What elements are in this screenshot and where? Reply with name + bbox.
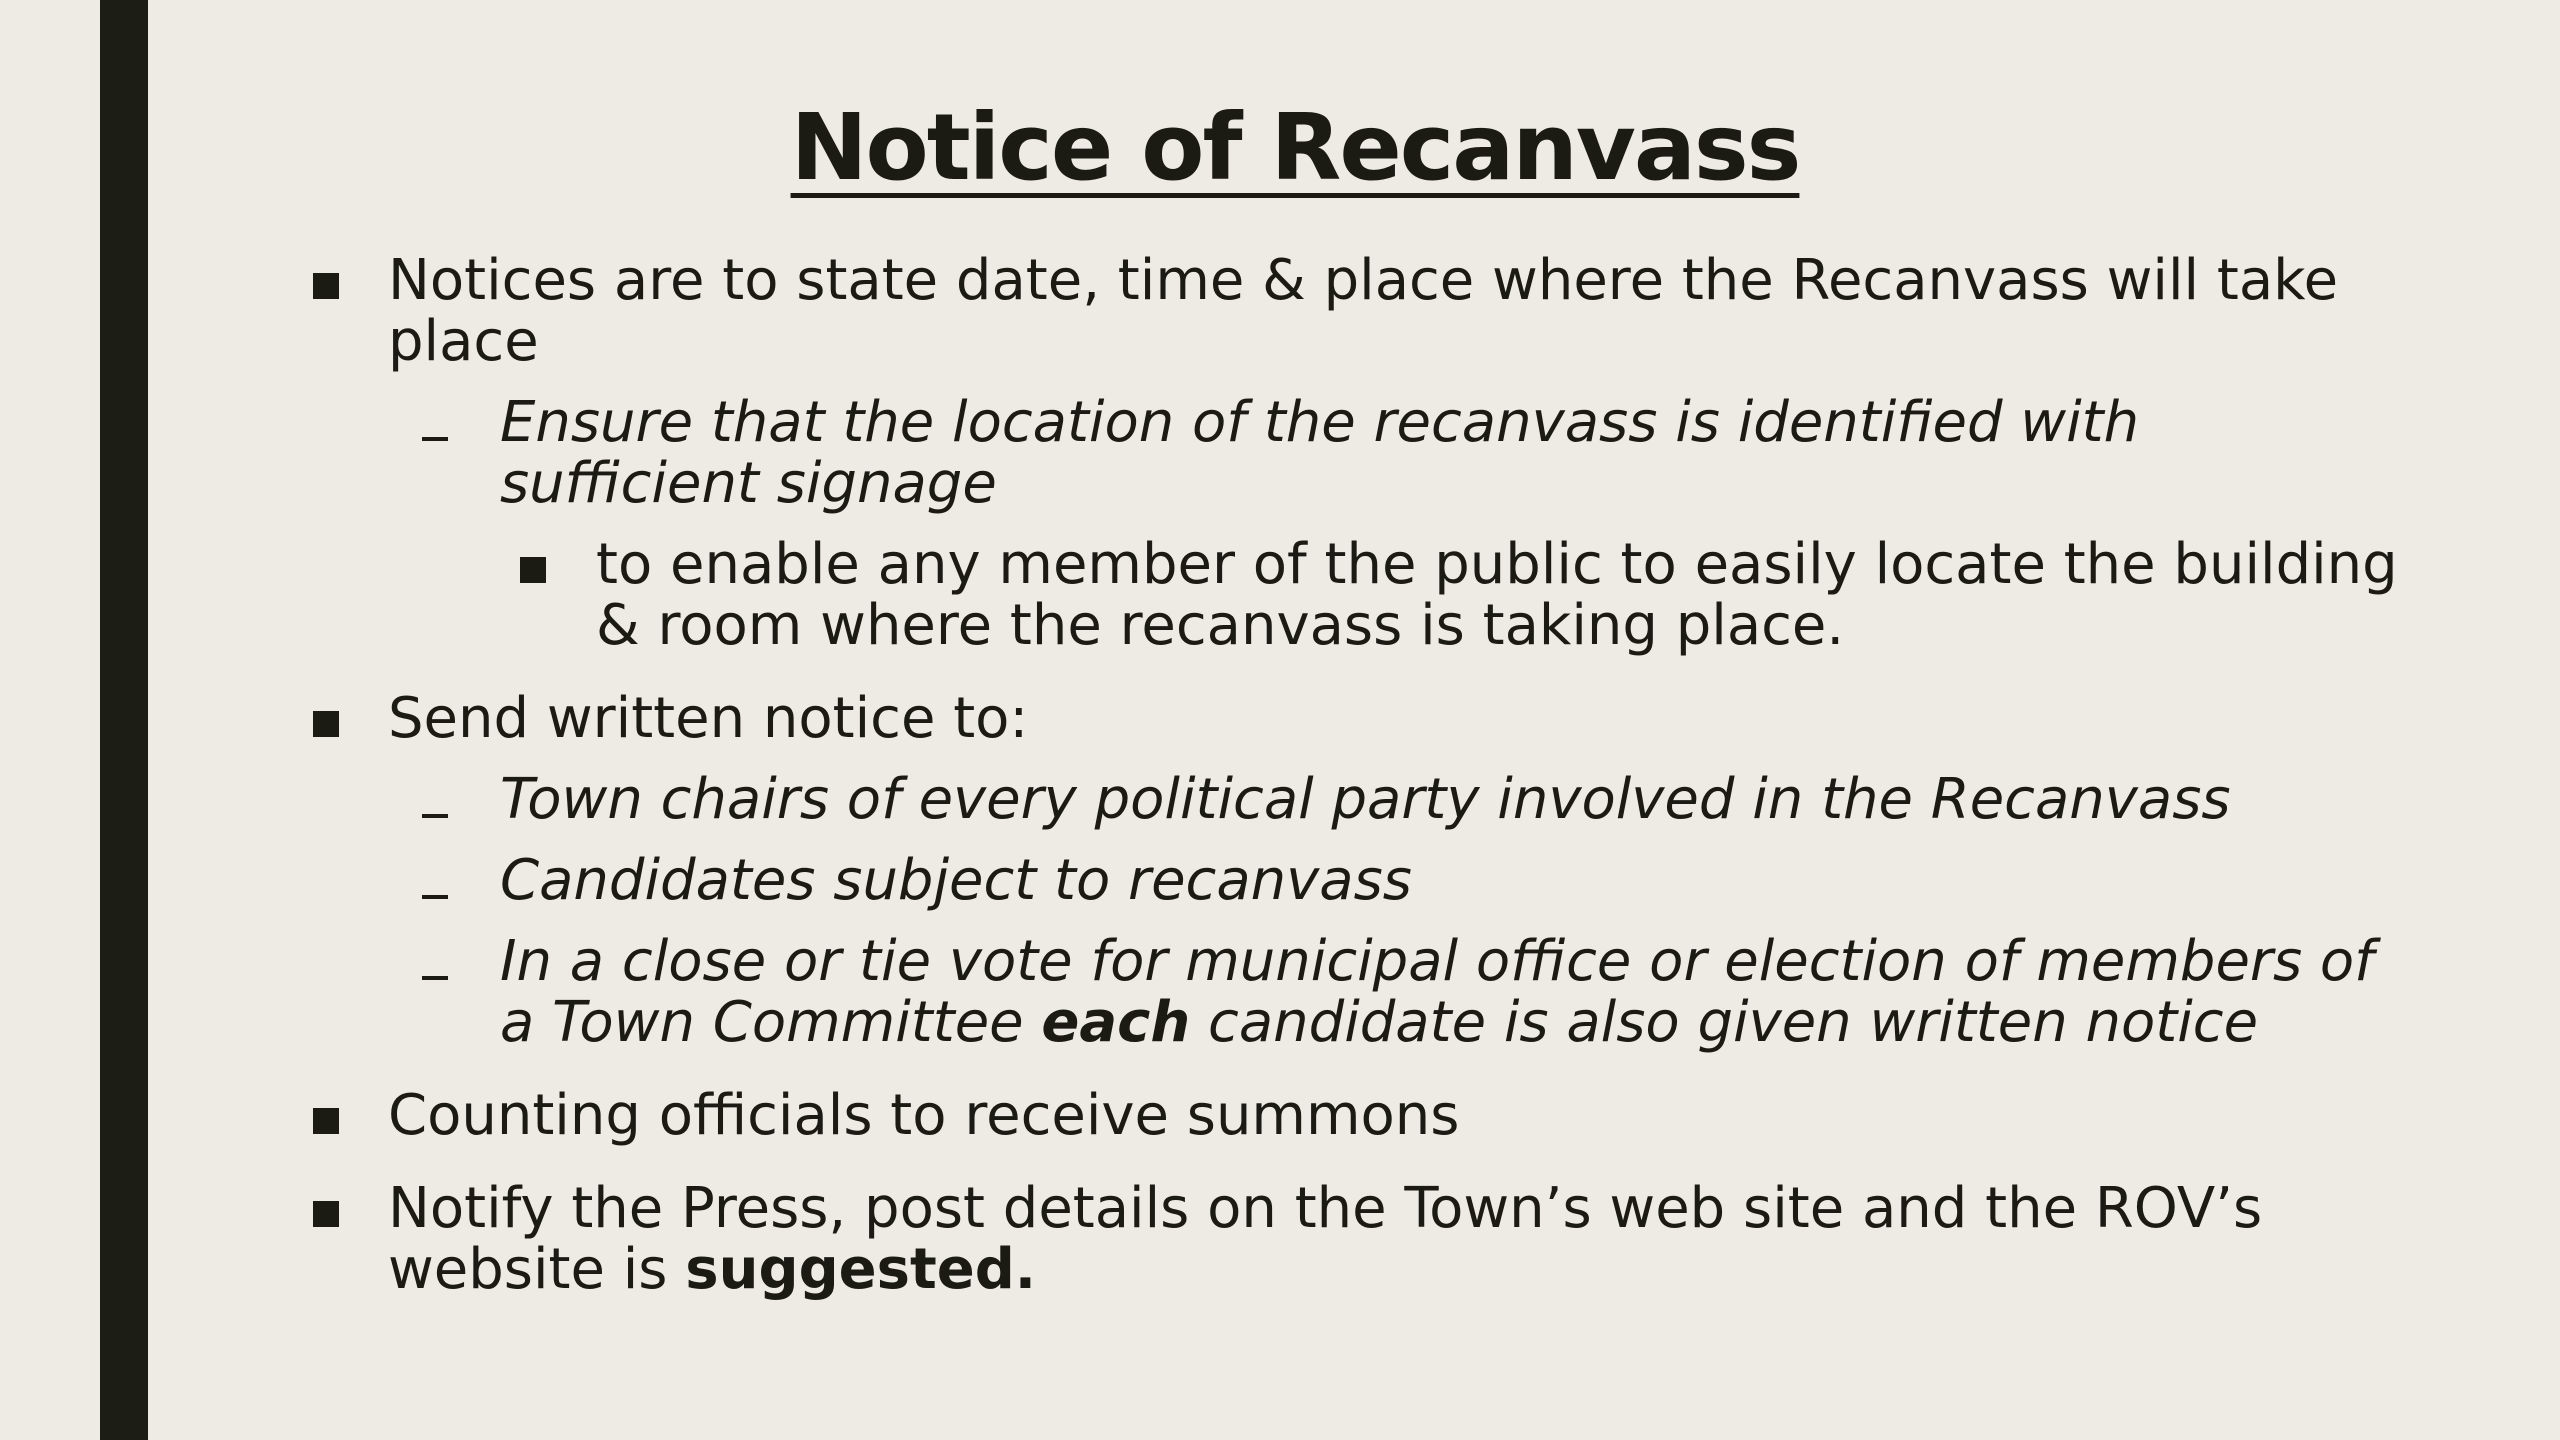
slide-title-text: Notice of Recanvass	[790, 94, 1800, 201]
bullet-item	[310, 688, 2400, 749]
dash-bullet-icon	[422, 931, 448, 992]
bullet-item	[310, 1178, 2400, 1300]
dash-bullet-icon	[422, 769, 448, 830]
square-bullet-icon	[520, 534, 546, 595]
square-bullet-icon	[313, 250, 339, 311]
square-bullet-icon	[313, 1178, 339, 1239]
slide-title	[0, 88, 2560, 208]
sub-bullet-text-bold: each	[1041, 990, 1191, 1055]
square-bullet-icon	[313, 688, 339, 749]
bullet-text: Counting officials to receive summons	[388, 1083, 1460, 1148]
sub-bullet-text: Ensure that the location of the recanvass is identified with sufficient signage	[500, 390, 2140, 516]
dash-bullet-icon	[422, 850, 448, 911]
dash-bullet-icon	[422, 392, 448, 453]
sub-bullet-item	[310, 769, 2400, 830]
sub-bullet-item	[310, 392, 2400, 514]
sub-bullet-text-after: candidate is also given written notice	[1190, 990, 2259, 1055]
sub-sub-bullet-item	[310, 534, 2400, 656]
sub-sub-bullet-text: to enable any member of the public to easily locate the building & room where the recanvass is taking place.	[596, 532, 2398, 658]
sub-bullet-text-before: In a close or tie vote for municipal office or election of members of a Town Committee	[500, 929, 2374, 1055]
sub-bullet-text: Town chairs of every political party involved in the Recanvass	[500, 767, 2231, 832]
bullet-text: Send written notice to:	[388, 686, 1029, 751]
bullet-text-bold: suggested.	[685, 1237, 1037, 1302]
square-bullet-icon	[313, 1085, 339, 1146]
slide-body	[310, 250, 2400, 1300]
bullet-item	[310, 1085, 2400, 1146]
left-accent-bar	[100, 0, 148, 1440]
sub-bullet-text: Candidates subject to recanvass	[500, 848, 1412, 913]
bullet-text: Notices are to state date, time & place where the Recanvass will take place	[388, 248, 2339, 374]
sub-bullet-item	[310, 850, 2400, 911]
sub-bullet-item	[310, 931, 2400, 1053]
bullet-text-before: Notify the Press, post details on the Town’s web site and the ROV’s website is	[388, 1176, 2263, 1302]
bullet-item	[310, 250, 2400, 372]
